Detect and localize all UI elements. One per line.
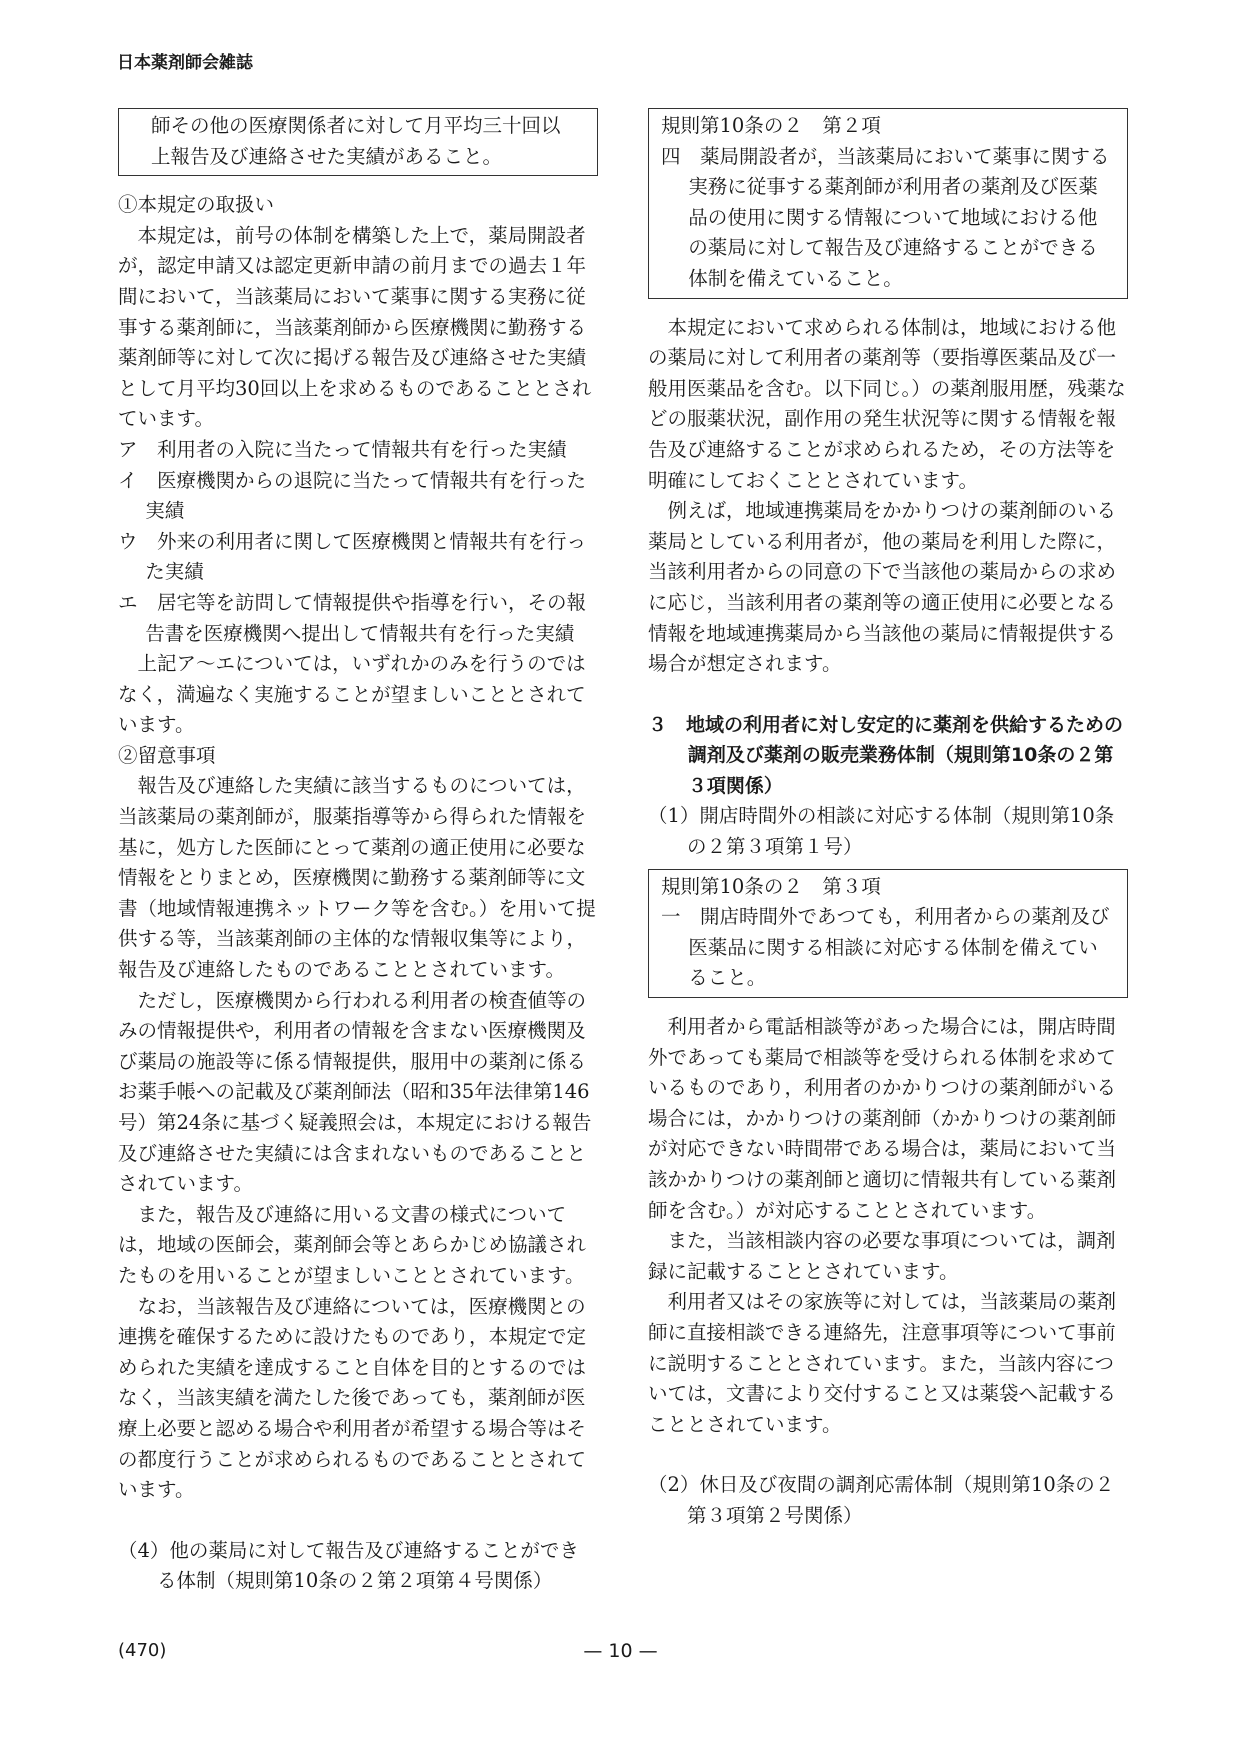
- regulation-box: [118, 108, 598, 176]
- left-column: [118, 108, 598, 1597]
- box-line: 上報告及び連絡させた実績があること。: [151, 144, 503, 168]
- issue-number: (470): [118, 1640, 167, 1661]
- paragraph: 上記ア～エについては，いずれかのみを行うのではなく，満遍なく実施することが望ましいこととされています。: [118, 652, 586, 737]
- box-line: 師その他の医療関係者に対して月平均三十回以: [151, 114, 561, 137]
- section-heading: （2）休日及び夜間の調剤応需体制（規則第10条の２第３項第２号関係）: [648, 1473, 1115, 1527]
- paragraph: 例えば，地域連携薬局をかかりつけの薬剤師のいる薬局としている利用者が，他の薬局を利用した際に，当該利用者からの同意の下で当該他の薬局からの求めに応じ，当該利用者の薬剤等の適正使用に必要となる情報を地域連携薬局から当該他の薬局に情報提供する場合が想定されます。: [648, 499, 1117, 676]
- section-heading: （4）他の薬局に対して報告及び連絡することができる体制（規則第10条の２第２項第４号関係）: [118, 1538, 579, 1593]
- paragraph: 利用者又はその家族等に対しては，当該薬局の薬剤師に直接相談できる連絡先，注意事項等について事前に説明することとされています。また，当該内容については，文書により交付すること又は薬袋へ記載することとされています。: [648, 1290, 1117, 1436]
- paragraph: また，報告及び連絡に用いる文書の様式については，地域の医師会，薬剤師会等とあらかじめ協議されたものを用いることが望ましいこととされています。: [118, 1202, 587, 1287]
- box-title: 規則第10条の２ 第３項: [661, 874, 881, 898]
- regulation-box: [648, 108, 1128, 299]
- list-item: イ 医療機関からの退院に当たって情報共有を行った実績: [118, 468, 587, 523]
- paragraph: また，当該相談内容の必要な事項については，調剤録に記載することとされています。: [648, 1229, 1116, 1283]
- box-item: 四 薬局開設者が，当該薬局において薬事に関する実務に従事する薬剤師が利用者の薬剤及び医薬品の使用に関する情報について地域における他の薬局に対して報告及び連絡することができる体制を備えていること。: [661, 144, 1110, 290]
- paragraph: 本規定において求められる体制は，地域における他の薬局に対して利用者の薬剤等（要指導医薬品及び一般用医薬品を含む。以下同じ。）の薬剤服用歴，残薬などの服薬状況，副作用の発生状況等に関する情報を報告及び連絡することが求められるため，その方法等を明確にしておくこととされています。: [648, 315, 1126, 492]
- section-heading: （1）開店時間外の相談に対応する体制（規則第10条の２第３項第１号）: [648, 804, 1115, 859]
- paragraph: 本規定は，前号の体制を構築した上で，薬局開設者が，認定申請又は認定更新申請の前月までの過去１年間において，当該薬局において薬事に関する実務に従事する薬剤師に，当該薬剤師から医療機関に勤務する薬剤師等に対して次に掲げる報告及び連絡させた実績として月平均30回以上を求めるものであることとされています。: [118, 223, 592, 431]
- page-number: — 10 —: [583, 1640, 658, 1662]
- box-item: 一 開店時間外であつても，利用者からの薬剤及び医薬品に関する相談に対応する体制を備えていること。: [661, 905, 1110, 990]
- list-item: ア 利用者の入院に当たって情報共有を行った実績: [118, 437, 567, 461]
- regulation-box: [648, 869, 1128, 998]
- section-heading: ３ 地域の利用者に対し安定的に薬剤を供給するための調剤及び薬剤の販売業務体制（規則第10条の２第３項関係）: [648, 713, 1124, 797]
- list-item: ウ 外来の利用者に関して医療機関と情報共有を行った実績: [118, 529, 587, 584]
- subheading: ①本規定の取扱い: [118, 193, 275, 217]
- list-item: エ 居宅等を訪問して情報提供や指導を行い，その報告書を医療機関へ提出して情報共有を行った実績: [118, 590, 587, 645]
- right-column: [648, 108, 1128, 1532]
- box-title: 規則第10条の２ 第２項: [661, 114, 881, 137]
- paragraph: ただし，医療機関から行われる利用者の検査値等のみの情報提供や，利用者の情報を含まない医療機関及び薬局の施設等に係る情報提供，服用中の薬剤に係るお薬手帳への記載及び薬剤師法（昭和35年法律第146号）第24条に基づく疑義照会は，本規定における報告及び連絡させた実績には含まれないものであることとされています。: [118, 988, 592, 1196]
- paragraph: 利用者から電話相談等があった場合には，開店時間外であっても薬局で相談等を受けられる体制を求めているものであり，利用者のかかりつけの薬剤師がいる場合には，かかりつけの薬剤師（かかりつけの薬剤師が対応できない時間帯である場合は，薬局において当該かかりつけの薬剤師と適切に情報共有している薬剤師を含む。）が対応することとされています。: [648, 1015, 1117, 1222]
- subheading: ②留意事項: [118, 743, 216, 767]
- paragraph: なお，当該報告及び連絡については，医療機関との連携を確保するために設けたものであり，本規定で定められた実績を達成すること自体を目的とするのではなく，当該実績を満たした後であっても，薬剤師が医療上必要と認める場合や利用者が希望する場合等はその都度行うことが求められるものであることとされています。: [118, 1294, 587, 1502]
- paragraph: 報告及び連絡した実績に該当するものについては，当該薬局の薬剤師が，服薬指導等から得られた情報を基に，処方した医師にとって薬剤の適正使用に必要な情報をとりまとめ，医療機関に勤務する薬剤師等に文書（地域情報連携ネットワーク等を含む。）を用いて提供する等，当該薬剤師の主体的な情報収集等により，報告及び連絡したものであることとされています。: [118, 774, 596, 982]
- journal-title: 日本薬剤師会雑誌: [117, 53, 253, 73]
